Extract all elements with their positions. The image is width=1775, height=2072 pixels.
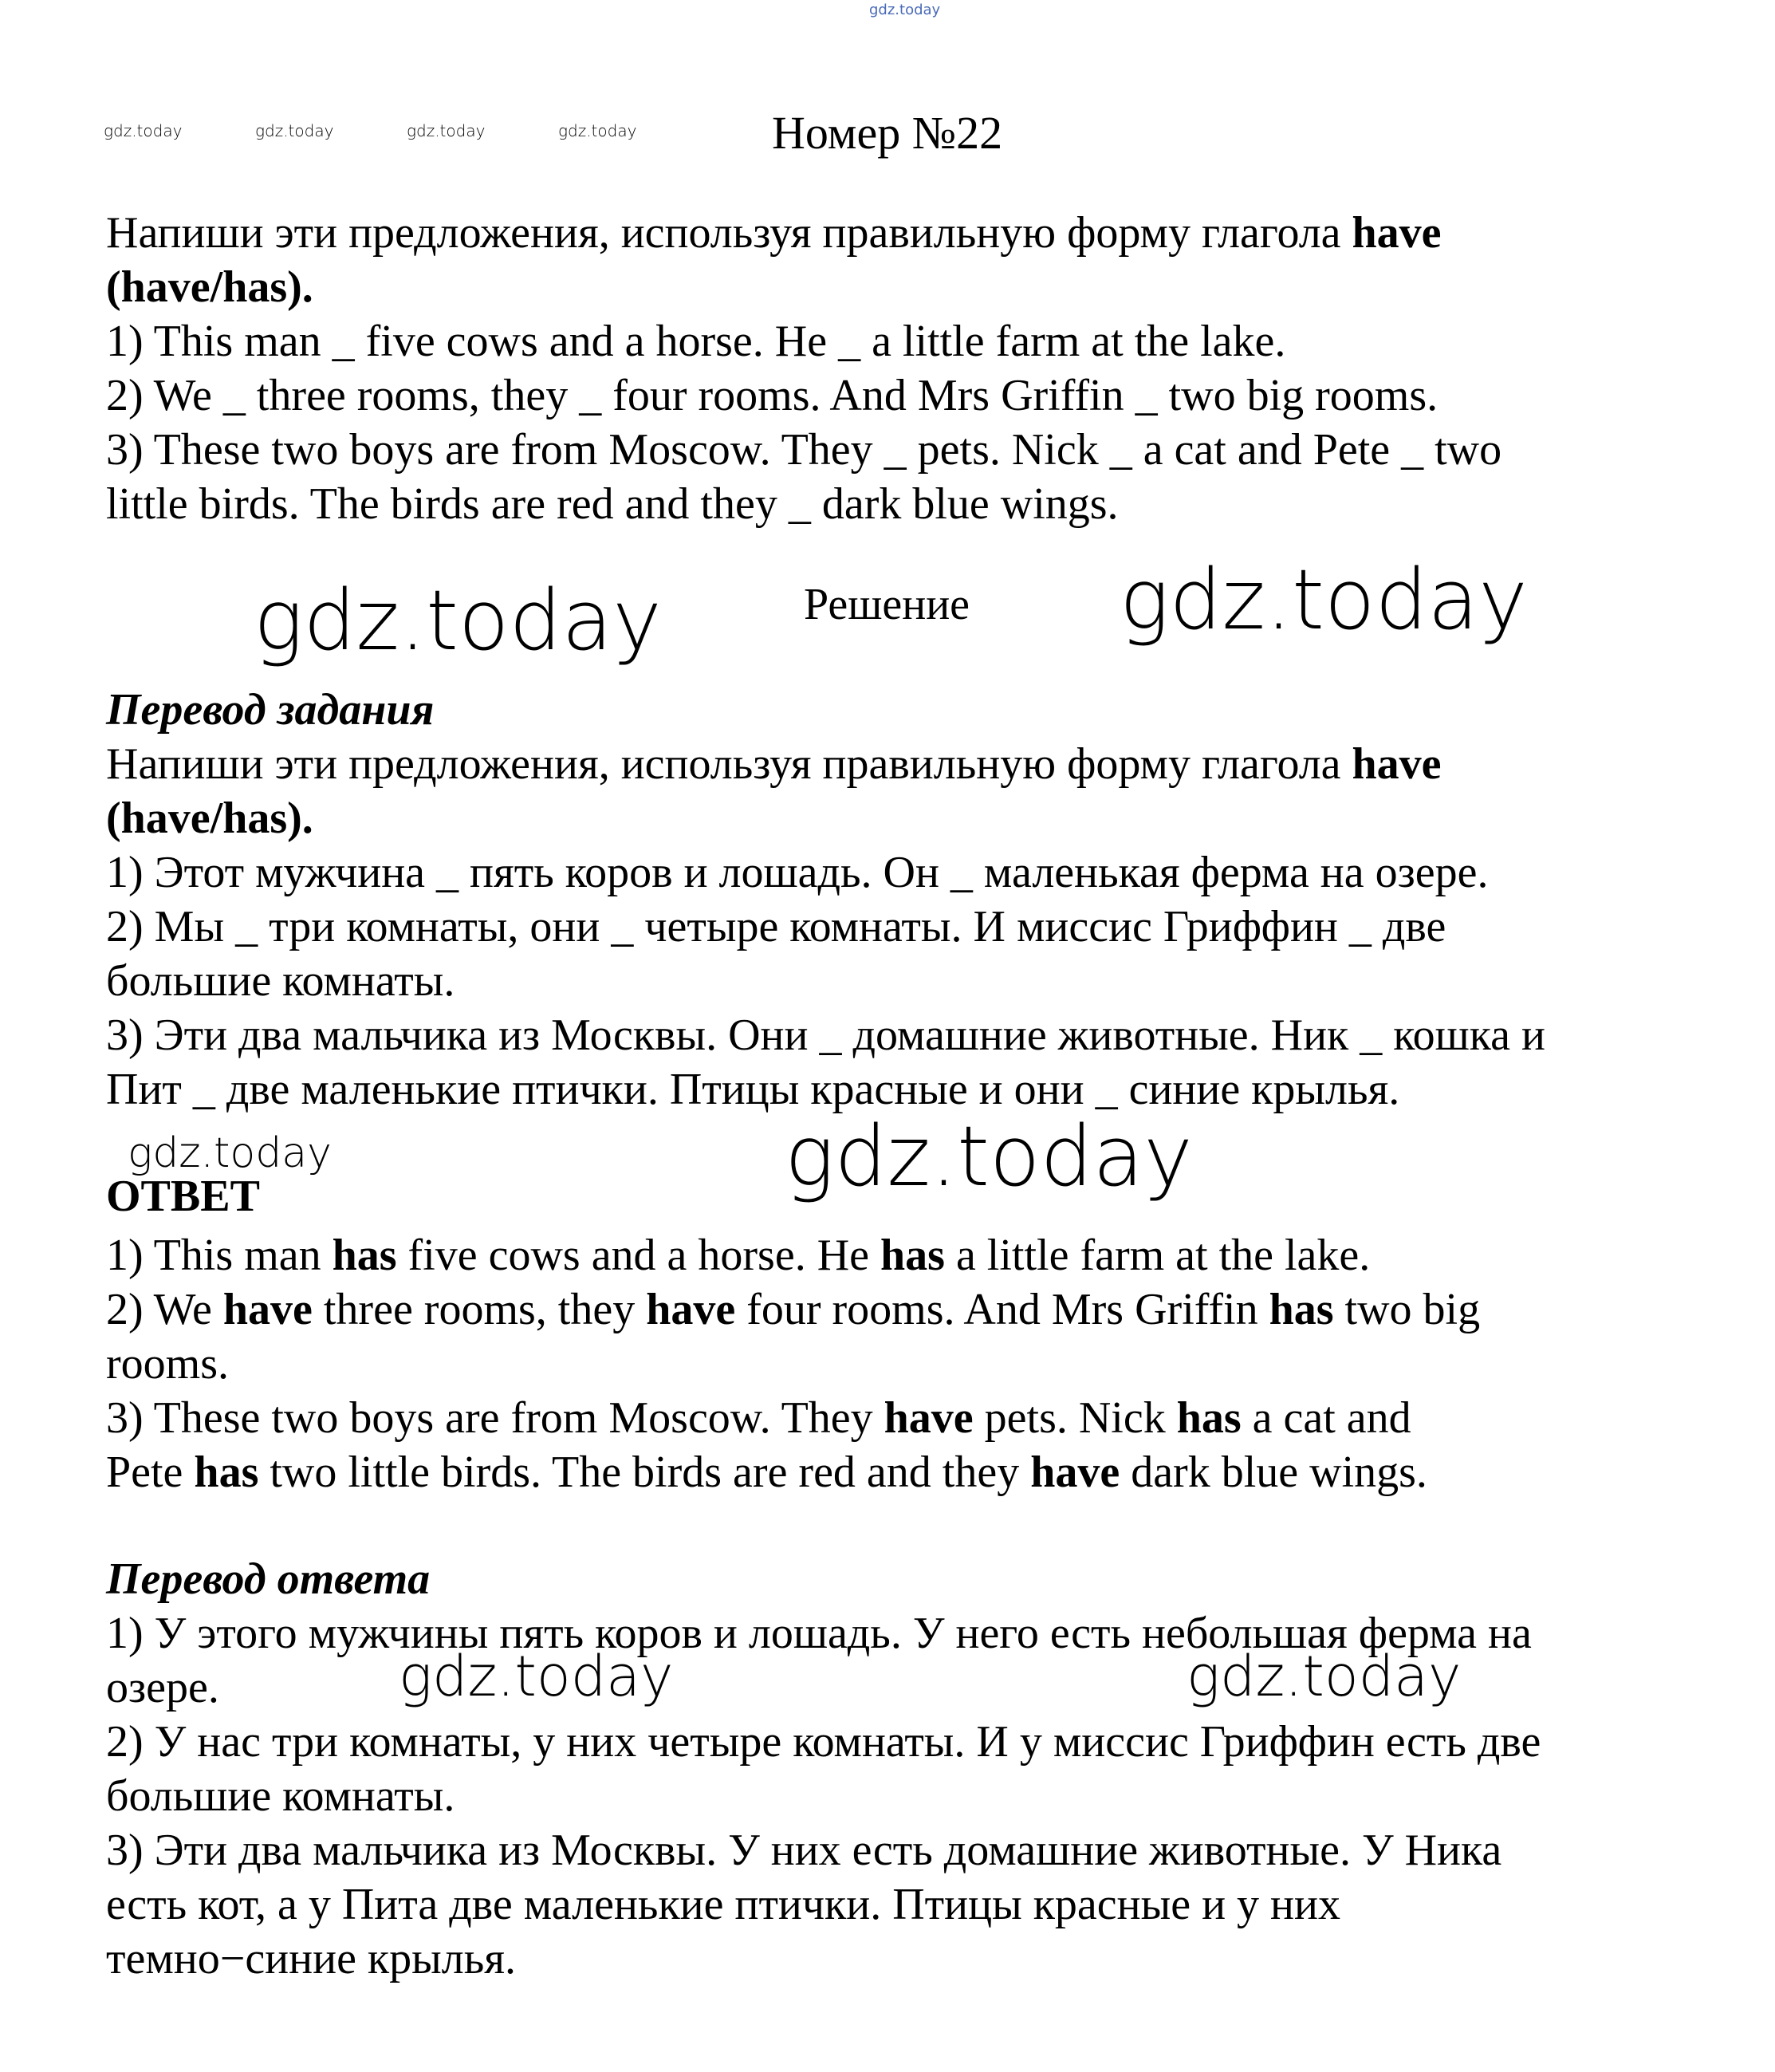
top-watermark: gdz.today xyxy=(869,2,941,18)
translation-instruction: Напиши эти предложения, используя правильную форму глагола have xyxy=(106,739,1442,789)
answer-line-4: Pete has two little birds. The birds are red and they have dark blue wings. xyxy=(106,1448,1427,1497)
task-translation-heading: Перевод задания xyxy=(106,685,435,735)
watermark-medium-3: gdz.today xyxy=(1187,1644,1462,1709)
translation-line-2b: большие комнаты. xyxy=(106,956,455,1006)
answer-line-3: 3) These two boys are from Moscow. They have pets. Nick has a cat and xyxy=(106,1393,1411,1443)
watermark-small-3: gdz.today xyxy=(407,121,486,140)
watermark-small-4: gdz.today xyxy=(558,121,637,140)
answer-line-2b: rooms. xyxy=(106,1339,229,1389)
task-line-1: 1) This man _ five cows and a horse. He _ a little farm at the lake. xyxy=(106,317,1286,366)
task-instruction: Напиши эти предложения, используя правильную форму глагола have xyxy=(106,208,1442,258)
watermark-small-1: gdz.today xyxy=(104,121,183,140)
solution-label: Решение xyxy=(804,580,970,629)
answer-translation-line-3c: темно−синие крылья. xyxy=(106,1934,517,1983)
answer-translation-line-3b: есть кот, а у Пита две маленькие птички. Птицы красные и у них xyxy=(106,1880,1340,1929)
task-line-3a: 3) These two boys are from Moscow. They _ pets. Nick _ a cat and Pete _ two xyxy=(106,425,1502,475)
watermark-large-1: gdz.today xyxy=(254,572,662,669)
answer-line-2: 2) We have three rooms, they have four rooms. And Mrs Griffin has two big xyxy=(106,1285,1481,1334)
answer-translation-heading: Перевод ответа xyxy=(106,1554,431,1604)
answer-line-1: 1) This man has five cows and a horse. He has a little farm at the lake. xyxy=(106,1231,1371,1280)
page-title: Номер №22 xyxy=(772,107,1003,159)
watermark-medium-1: gdz.today xyxy=(128,1129,332,1177)
answer-translation-line-1b: озере. xyxy=(106,1663,219,1712)
answer-translation-line-2a: 2) У нас три комнаты, у них четыре комнаты. И у миссис Гриффин есть две xyxy=(106,1717,1541,1767)
answer-translation-line-2b: большие комнаты. xyxy=(106,1771,455,1821)
translation-instruction-cont: (have/has). xyxy=(106,794,313,843)
task-instruction-cont: (have/has). xyxy=(106,262,313,312)
answer-translation-line-3a: 3) Эти два мальчика из Москвы. У них есть домашние животные. У Ника xyxy=(106,1826,1502,1875)
answer-heading: ОТВЕТ xyxy=(106,1172,260,1221)
translation-line-2a: 2) Мы _ три комнаты, они _ четыре комнаты. И миссис Гриффин _ две xyxy=(106,902,1446,951)
watermark-large-2: gdz.today xyxy=(1120,551,1528,648)
translation-line-1: 1) Этот мужчина _ пять коров и лошадь. Он _ маленькая ферма на озере. xyxy=(106,848,1489,897)
watermark-large-3: gdz.today xyxy=(785,1108,1193,1205)
task-line-3b: little birds. The birds are red and they _ dark blue wings. xyxy=(106,479,1119,529)
translation-line-3b: Пит _ две маленькие птички. Птицы красные и они _ синие крылья. xyxy=(106,1065,1400,1114)
task-line-2: 2) We _ three rooms, they _ four rooms. And Mrs Griffin _ two big rooms. xyxy=(106,371,1438,420)
watermark-medium-2: gdz.today xyxy=(399,1644,674,1709)
watermark-small-2: gdz.today xyxy=(255,121,334,140)
answer-translation-line-1a: 1) У этого мужчины пять коров и лошадь. У него есть небольшая ферма на xyxy=(106,1609,1532,1658)
translation-line-3a: 3) Эти два мальчика из Москвы. Они _ домашние животные. Ник _ кошка и xyxy=(106,1010,1545,1060)
